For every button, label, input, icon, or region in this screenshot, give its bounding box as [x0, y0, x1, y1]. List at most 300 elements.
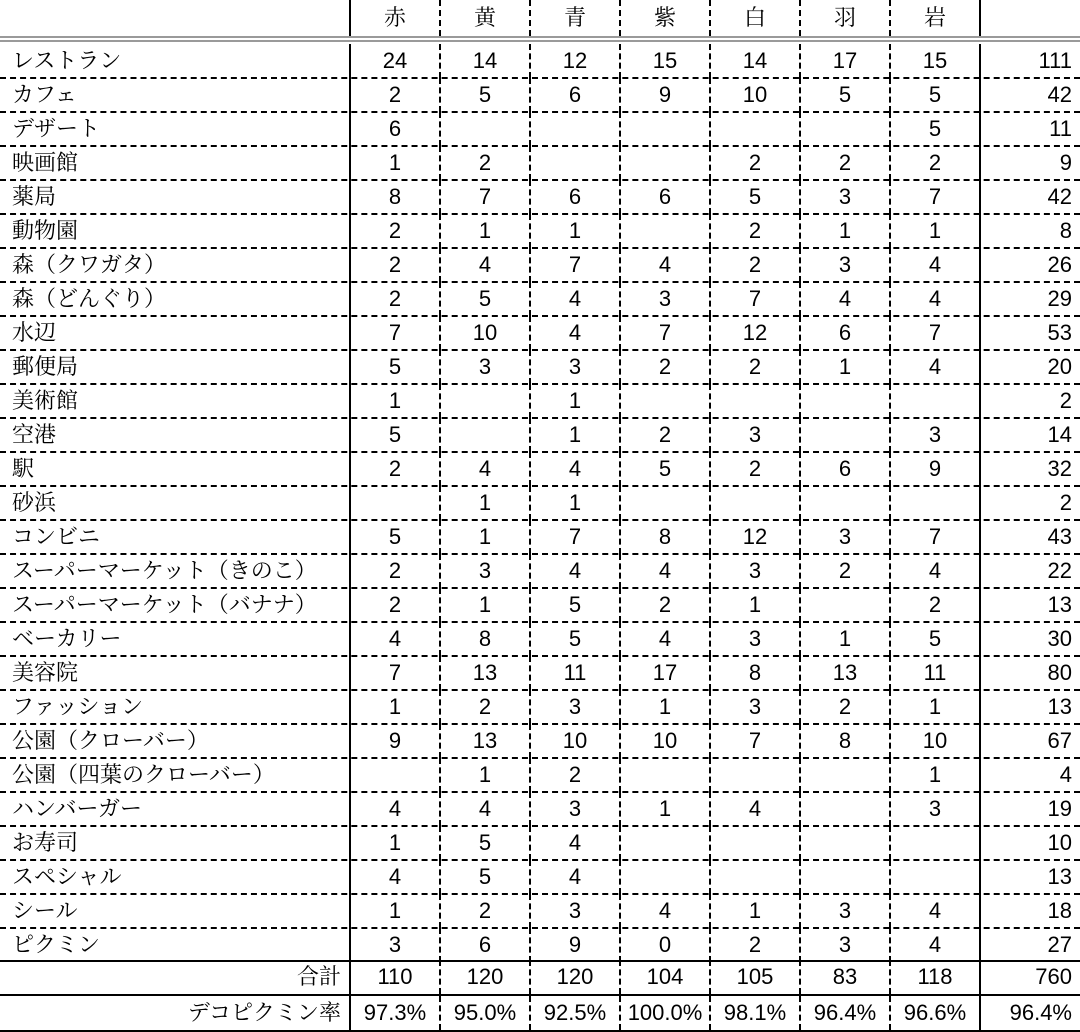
- value-cell[interactable]: 3: [531, 792, 621, 826]
- row-total-cell[interactable]: 29: [1047, 286, 1072, 311]
- row-total-cell[interactable]: 42: [1047, 82, 1072, 107]
- row-total-cell[interactable]: 13: [1047, 864, 1072, 889]
- value-cell[interactable]: 4: [891, 282, 981, 316]
- sum-cell[interactable]: 120: [441, 960, 531, 994]
- value-cell[interactable]: 3: [801, 180, 891, 214]
- value-cell[interactable]: 6: [801, 452, 891, 486]
- value-cell[interactable]: 1: [621, 792, 711, 826]
- row-total-cell[interactable]: 13: [1047, 592, 1072, 617]
- value-cell[interactable]: 2: [621, 418, 711, 452]
- table-row: [0, 826, 1080, 860]
- rate-row-label[interactable]: デコピクミン率: [0, 996, 351, 1030]
- value-cell[interactable]: 7: [351, 656, 441, 690]
- value-cell[interactable]: 8: [621, 520, 711, 554]
- row-label[interactable]: お寿司: [0, 826, 351, 860]
- value-cell[interactable]: 2: [891, 588, 981, 622]
- value-cell[interactable]: [621, 384, 711, 418]
- column-header-blue[interactable]: 青: [531, 0, 621, 36]
- value-cell[interactable]: 3: [891, 418, 981, 452]
- value-cell[interactable]: 2: [711, 248, 801, 282]
- value-cell[interactable]: [801, 418, 891, 452]
- value-cell[interactable]: 1: [441, 214, 531, 248]
- value-cell[interactable]: 8: [711, 656, 801, 690]
- value-cell[interactable]: 3: [711, 418, 801, 452]
- value-cell[interactable]: 3: [711, 622, 801, 656]
- row-label[interactable]: 砂浜: [0, 486, 351, 520]
- column-header-winged[interactable]: 羽: [801, 0, 891, 36]
- value-cell[interactable]: [621, 486, 711, 520]
- value-cell[interactable]: [441, 384, 531, 418]
- row-label[interactable]: 美容院: [0, 656, 351, 690]
- value-cell[interactable]: [711, 758, 801, 792]
- value-cell[interactable]: [441, 112, 531, 146]
- row-label[interactable]: 森（どんぐり）: [0, 282, 351, 316]
- row-label[interactable]: ハンバーガー: [0, 792, 351, 826]
- value-cell[interactable]: [801, 792, 891, 826]
- value-cell[interactable]: 1: [441, 486, 531, 520]
- sum-cell[interactable]: 105: [711, 960, 801, 994]
- value-cell[interactable]: 6: [531, 78, 621, 112]
- column-header-total[interactable]: [981, 0, 1080, 36]
- column-header-white[interactable]: 白: [711, 0, 801, 36]
- row-total-cell[interactable]: 67: [1047, 728, 1072, 753]
- value-cell[interactable]: [351, 486, 441, 520]
- rate-cell[interactable]: 100.0%: [621, 996, 711, 1030]
- value-cell[interactable]: 4: [441, 248, 531, 282]
- table-row: [0, 724, 1080, 758]
- row-total-cell[interactable]: 2: [1059, 490, 1072, 515]
- table-row: [0, 656, 1080, 690]
- value-cell[interactable]: 2: [711, 146, 801, 180]
- value-cell[interactable]: 2: [801, 146, 891, 180]
- value-cell[interactable]: 3: [711, 554, 801, 588]
- value-cell[interactable]: 6: [351, 112, 441, 146]
- value-cell[interactable]: 1: [891, 214, 981, 248]
- value-cell[interactable]: 3: [531, 690, 621, 724]
- row-total-cell[interactable]: 2: [1059, 388, 1072, 413]
- row-label[interactable]: 空港: [0, 418, 351, 452]
- value-cell[interactable]: 1: [711, 894, 801, 928]
- value-cell[interactable]: 5: [351, 350, 441, 384]
- value-cell[interactable]: 4: [531, 452, 621, 486]
- row-total-cell[interactable]: 42: [1047, 184, 1072, 209]
- value-cell[interactable]: [711, 826, 801, 860]
- value-cell[interactable]: 4: [531, 316, 621, 350]
- value-cell[interactable]: [531, 146, 621, 180]
- value-cell[interactable]: 5: [621, 452, 711, 486]
- row-total-cell[interactable]: 18: [1047, 898, 1072, 923]
- sum-cell[interactable]: 120: [531, 960, 621, 994]
- rate-cell[interactable]: 95.0%: [441, 996, 531, 1030]
- value-cell[interactable]: 1: [351, 894, 441, 928]
- value-cell[interactable]: 4: [711, 792, 801, 826]
- row-total-cell[interactable]: 80: [1047, 660, 1072, 685]
- row-total-cell[interactable]: 4: [1059, 762, 1072, 787]
- row-label[interactable]: スーパーマーケット（バナナ）: [0, 588, 351, 622]
- row-label[interactable]: 水辺: [0, 316, 351, 350]
- value-cell[interactable]: [711, 486, 801, 520]
- value-cell[interactable]: 3: [531, 350, 621, 384]
- value-cell[interactable]: [441, 418, 531, 452]
- value-cell[interactable]: 10: [621, 724, 711, 758]
- value-cell[interactable]: 4: [351, 792, 441, 826]
- table-row: [0, 44, 1080, 78]
- value-cell[interactable]: 2: [351, 452, 441, 486]
- table-row: [0, 248, 1080, 282]
- table-row: [0, 860, 1080, 894]
- value-cell[interactable]: 4: [891, 894, 981, 928]
- value-cell[interactable]: 6: [441, 928, 531, 962]
- row-total-cell[interactable]: 20: [1047, 354, 1072, 379]
- value-cell[interactable]: [801, 860, 891, 894]
- value-cell[interactable]: 3: [351, 928, 441, 962]
- value-cell[interactable]: 7: [891, 316, 981, 350]
- table-row: [0, 758, 1080, 792]
- value-cell[interactable]: 2: [441, 894, 531, 928]
- value-cell[interactable]: [621, 860, 711, 894]
- value-cell[interactable]: 4: [441, 792, 531, 826]
- value-cell[interactable]: 10: [441, 316, 531, 350]
- value-cell[interactable]: 10: [531, 724, 621, 758]
- header-row: [0, 0, 1080, 36]
- value-cell[interactable]: [891, 860, 981, 894]
- row-label[interactable]: 映画館: [0, 146, 351, 180]
- value-cell[interactable]: 3: [891, 792, 981, 826]
- value-cell[interactable]: 1: [801, 350, 891, 384]
- row-total-cell[interactable]: 19: [1047, 796, 1072, 821]
- value-cell[interactable]: 2: [351, 248, 441, 282]
- row-total-cell[interactable]: 10: [1047, 830, 1072, 855]
- value-cell[interactable]: 4: [621, 622, 711, 656]
- table-row: [0, 282, 1080, 316]
- header-corner-cell[interactable]: [0, 0, 351, 36]
- row-label[interactable]: スペシャル: [0, 860, 351, 894]
- value-cell[interactable]: 2: [801, 690, 891, 724]
- value-cell[interactable]: [351, 758, 441, 792]
- value-cell[interactable]: [621, 826, 711, 860]
- value-cell[interactable]: 4: [351, 860, 441, 894]
- table-row: [0, 894, 1080, 928]
- value-cell[interactable]: 10: [711, 78, 801, 112]
- value-cell[interactable]: 4: [801, 282, 891, 316]
- value-cell[interactable]: 5: [711, 180, 801, 214]
- sum-cell[interactable]: 83: [801, 960, 891, 994]
- table-row: [0, 146, 1080, 180]
- row-total-cell[interactable]: 32: [1047, 456, 1072, 481]
- rate-total-cell[interactable]: 96.4%: [1009, 1000, 1072, 1025]
- row-label[interactable]: コンビニ: [0, 520, 351, 554]
- table-row: [0, 112, 1080, 146]
- value-cell[interactable]: 5: [441, 78, 531, 112]
- value-cell[interactable]: 2: [441, 690, 531, 724]
- value-cell[interactable]: 5: [891, 78, 981, 112]
- value-cell[interactable]: 3: [621, 282, 711, 316]
- row-total-cell[interactable]: 14: [1047, 422, 1072, 447]
- value-cell[interactable]: 24: [351, 44, 441, 78]
- row-label[interactable]: デザート: [0, 112, 351, 146]
- value-cell[interactable]: 9: [621, 78, 711, 112]
- value-cell[interactable]: 4: [531, 282, 621, 316]
- row-total-cell[interactable]: 8: [1059, 218, 1072, 243]
- row-total-cell[interactable]: 13: [1047, 694, 1072, 719]
- column-header-red[interactable]: 赤: [351, 0, 441, 36]
- table-row: [0, 316, 1080, 350]
- value-cell[interactable]: 2: [351, 282, 441, 316]
- value-cell[interactable]: 1: [891, 690, 981, 724]
- table-row: [0, 180, 1080, 214]
- value-cell[interactable]: 5: [891, 622, 981, 656]
- value-cell[interactable]: [621, 758, 711, 792]
- value-cell[interactable]: 5: [441, 826, 531, 860]
- value-cell[interactable]: 1: [531, 486, 621, 520]
- value-cell[interactable]: 4: [891, 350, 981, 384]
- value-cell[interactable]: [801, 486, 891, 520]
- row-label[interactable]: レストラン: [0, 44, 351, 78]
- value-cell[interactable]: 1: [711, 588, 801, 622]
- value-cell[interactable]: [621, 214, 711, 248]
- value-cell[interactable]: 1: [621, 690, 711, 724]
- value-cell[interactable]: 10: [891, 724, 981, 758]
- value-cell[interactable]: 3: [531, 894, 621, 928]
- value-cell[interactable]: 8: [801, 724, 891, 758]
- rate-cell[interactable]: 96.4%: [801, 996, 891, 1030]
- value-cell[interactable]: 7: [531, 248, 621, 282]
- value-cell[interactable]: 15: [621, 44, 711, 78]
- value-cell[interactable]: [801, 588, 891, 622]
- value-cell[interactable]: [801, 826, 891, 860]
- rate-cell[interactable]: 98.1%: [711, 996, 801, 1030]
- table-row: [0, 792, 1080, 826]
- value-cell[interactable]: 4: [351, 622, 441, 656]
- table-row: [0, 350, 1080, 384]
- value-cell[interactable]: 5: [801, 78, 891, 112]
- table-row: [0, 554, 1080, 588]
- value-cell[interactable]: 9: [531, 928, 621, 962]
- row-total-cell[interactable]: 53: [1047, 320, 1072, 345]
- rate-cell[interactable]: 97.3%: [351, 996, 441, 1030]
- value-cell[interactable]: [891, 486, 981, 520]
- value-cell[interactable]: 8: [441, 622, 531, 656]
- value-cell[interactable]: 13: [801, 656, 891, 690]
- value-cell[interactable]: 2: [711, 928, 801, 962]
- sum-cell[interactable]: 110: [351, 960, 441, 994]
- row-label[interactable]: 公園（クローバー）: [0, 724, 351, 758]
- value-cell[interactable]: 3: [801, 928, 891, 962]
- value-cell[interactable]: 5: [441, 282, 531, 316]
- value-cell[interactable]: 6: [801, 316, 891, 350]
- table-row: [0, 690, 1080, 724]
- row-label[interactable]: ベーカリー: [0, 622, 351, 656]
- sum-total-cell[interactable]: 760: [1035, 964, 1072, 989]
- value-cell[interactable]: 3: [801, 520, 891, 554]
- value-cell[interactable]: 12: [531, 44, 621, 78]
- row-total-cell[interactable]: 30: [1047, 626, 1072, 651]
- row-total-cell[interactable]: 43: [1047, 524, 1072, 549]
- rate-cell[interactable]: 96.6%: [891, 996, 981, 1030]
- value-cell[interactable]: 1: [531, 384, 621, 418]
- value-cell[interactable]: [801, 384, 891, 418]
- row-label[interactable]: 薬局: [0, 180, 351, 214]
- value-cell[interactable]: 4: [621, 248, 711, 282]
- value-cell[interactable]: 17: [801, 44, 891, 78]
- value-cell[interactable]: 8: [351, 180, 441, 214]
- row-label[interactable]: 駅: [0, 452, 351, 486]
- value-cell[interactable]: 14: [711, 44, 801, 78]
- value-cell[interactable]: 4: [441, 452, 531, 486]
- value-cell[interactable]: 2: [351, 214, 441, 248]
- value-cell[interactable]: 2: [621, 350, 711, 384]
- row-label[interactable]: 美術館: [0, 384, 351, 418]
- row-total-cell[interactable]: 27: [1047, 932, 1072, 957]
- value-cell[interactable]: 2: [711, 452, 801, 486]
- row-label[interactable]: 森（クワガタ）: [0, 248, 351, 282]
- value-cell[interactable]: 1: [351, 146, 441, 180]
- value-cell[interactable]: 4: [621, 894, 711, 928]
- value-cell[interactable]: 4: [531, 826, 621, 860]
- value-cell[interactable]: 7: [891, 180, 981, 214]
- row-label[interactable]: ピクミン: [0, 928, 351, 962]
- value-cell[interactable]: 12: [711, 316, 801, 350]
- value-cell[interactable]: 7: [351, 316, 441, 350]
- value-cell[interactable]: 11: [531, 656, 621, 690]
- row-label[interactable]: ファッション: [0, 690, 351, 724]
- value-cell[interactable]: 1: [441, 520, 531, 554]
- value-cell[interactable]: [801, 758, 891, 792]
- value-cell[interactable]: 2: [801, 554, 891, 588]
- value-cell[interactable]: 13: [441, 724, 531, 758]
- value-cell[interactable]: 2: [711, 350, 801, 384]
- value-cell[interactable]: 2: [351, 588, 441, 622]
- value-cell[interactable]: [711, 384, 801, 418]
- value-cell[interactable]: [621, 146, 711, 180]
- value-cell[interactable]: 5: [531, 588, 621, 622]
- table-row: [0, 214, 1080, 248]
- column-header-rock[interactable]: 岩: [891, 0, 981, 36]
- value-cell[interactable]: 2: [531, 758, 621, 792]
- value-cell[interactable]: 4: [621, 554, 711, 588]
- value-cell[interactable]: 2: [621, 588, 711, 622]
- value-cell[interactable]: 2: [711, 214, 801, 248]
- row-total-cell[interactable]: 26: [1047, 252, 1072, 277]
- value-cell[interactable]: [891, 384, 981, 418]
- value-cell[interactable]: 11: [891, 656, 981, 690]
- value-cell[interactable]: 3: [801, 248, 891, 282]
- value-cell[interactable]: 1: [891, 758, 981, 792]
- value-cell[interactable]: 9: [891, 452, 981, 486]
- value-cell[interactable]: 1: [801, 214, 891, 248]
- row-label[interactable]: スーパーマーケット（きのこ）: [0, 554, 351, 588]
- table-row: [0, 418, 1080, 452]
- value-cell[interactable]: 13: [441, 656, 531, 690]
- table-row: [0, 452, 1080, 486]
- sum-cell[interactable]: 104: [621, 960, 711, 994]
- row-label[interactable]: カフェ: [0, 78, 351, 112]
- row-label[interactable]: 郵便局: [0, 350, 351, 384]
- value-cell[interactable]: [621, 112, 711, 146]
- table-row: [0, 520, 1080, 554]
- table-row: [0, 78, 1080, 112]
- value-cell[interactable]: 1: [801, 622, 891, 656]
- value-cell[interactable]: 1: [441, 758, 531, 792]
- column-header-purple[interactable]: 紫: [621, 0, 711, 36]
- table-row: [0, 486, 1080, 520]
- value-cell[interactable]: 5: [441, 860, 531, 894]
- column-header-yellow[interactable]: 黄: [441, 0, 531, 36]
- row-label[interactable]: シール: [0, 894, 351, 928]
- sum-row: [0, 960, 1080, 994]
- header-separator: [0, 36, 1080, 42]
- value-cell[interactable]: 1: [351, 826, 441, 860]
- row-label[interactable]: 公園（四葉のクローバー）: [0, 758, 351, 792]
- value-cell[interactable]: 1: [441, 588, 531, 622]
- value-cell[interactable]: 6: [531, 180, 621, 214]
- value-cell[interactable]: 1: [351, 384, 441, 418]
- value-cell[interactable]: 5: [351, 520, 441, 554]
- sum-row-label[interactable]: 合計: [0, 960, 351, 994]
- value-cell[interactable]: 0: [621, 928, 711, 962]
- value-cell[interactable]: 7: [891, 520, 981, 554]
- value-cell[interactable]: 4: [531, 554, 621, 588]
- value-cell[interactable]: 3: [441, 554, 531, 588]
- table-row: [0, 622, 1080, 656]
- value-cell[interactable]: [711, 860, 801, 894]
- value-cell[interactable]: 3: [801, 894, 891, 928]
- value-cell[interactable]: 5: [531, 622, 621, 656]
- value-cell[interactable]: 7: [711, 282, 801, 316]
- value-cell[interactable]: 6: [621, 180, 711, 214]
- value-cell[interactable]: 5: [351, 418, 441, 452]
- value-cell[interactable]: 4: [531, 860, 621, 894]
- value-cell[interactable]: 3: [441, 350, 531, 384]
- value-cell[interactable]: 7: [531, 520, 621, 554]
- value-cell[interactable]: 2: [441, 146, 531, 180]
- row-label[interactable]: 動物園: [0, 214, 351, 248]
- rate-row: [0, 996, 1080, 1030]
- value-cell[interactable]: 2: [891, 146, 981, 180]
- value-cell[interactable]: 1: [531, 418, 621, 452]
- value-cell[interactable]: 7: [441, 180, 531, 214]
- value-cell[interactable]: 7: [711, 724, 801, 758]
- value-cell[interactable]: 3: [711, 690, 801, 724]
- row-total-cell[interactable]: 9: [1059, 150, 1072, 175]
- value-cell[interactable]: 5: [891, 112, 981, 146]
- rate-cell[interactable]: 92.5%: [531, 996, 621, 1030]
- value-cell[interactable]: 9: [351, 724, 441, 758]
- value-cell[interactable]: 2: [351, 78, 441, 112]
- row-total-cell[interactable]: 11: [1049, 116, 1072, 141]
- value-cell[interactable]: 12: [711, 520, 801, 554]
- value-cell[interactable]: [801, 112, 891, 146]
- value-cell[interactable]: 4: [891, 928, 981, 962]
- value-cell[interactable]: 4: [891, 554, 981, 588]
- sum-cell[interactable]: 118: [891, 960, 981, 994]
- value-cell[interactable]: 15: [891, 44, 981, 78]
- row-total-cell[interactable]: 111: [1038, 48, 1072, 73]
- value-cell[interactable]: 1: [531, 214, 621, 248]
- value-cell[interactable]: 4: [891, 248, 981, 282]
- value-cell[interactable]: 7: [621, 316, 711, 350]
- table-row: [0, 384, 1080, 418]
- value-cell[interactable]: 2: [351, 554, 441, 588]
- value-cell[interactable]: 14: [441, 44, 531, 78]
- value-cell[interactable]: [531, 112, 621, 146]
- value-cell[interactable]: 17: [621, 656, 711, 690]
- value-cell[interactable]: [891, 826, 981, 860]
- value-cell[interactable]: [711, 112, 801, 146]
- table-row: [0, 588, 1080, 622]
- value-cell[interactable]: 1: [351, 690, 441, 724]
- row-total-cell[interactable]: 22: [1047, 558, 1072, 583]
